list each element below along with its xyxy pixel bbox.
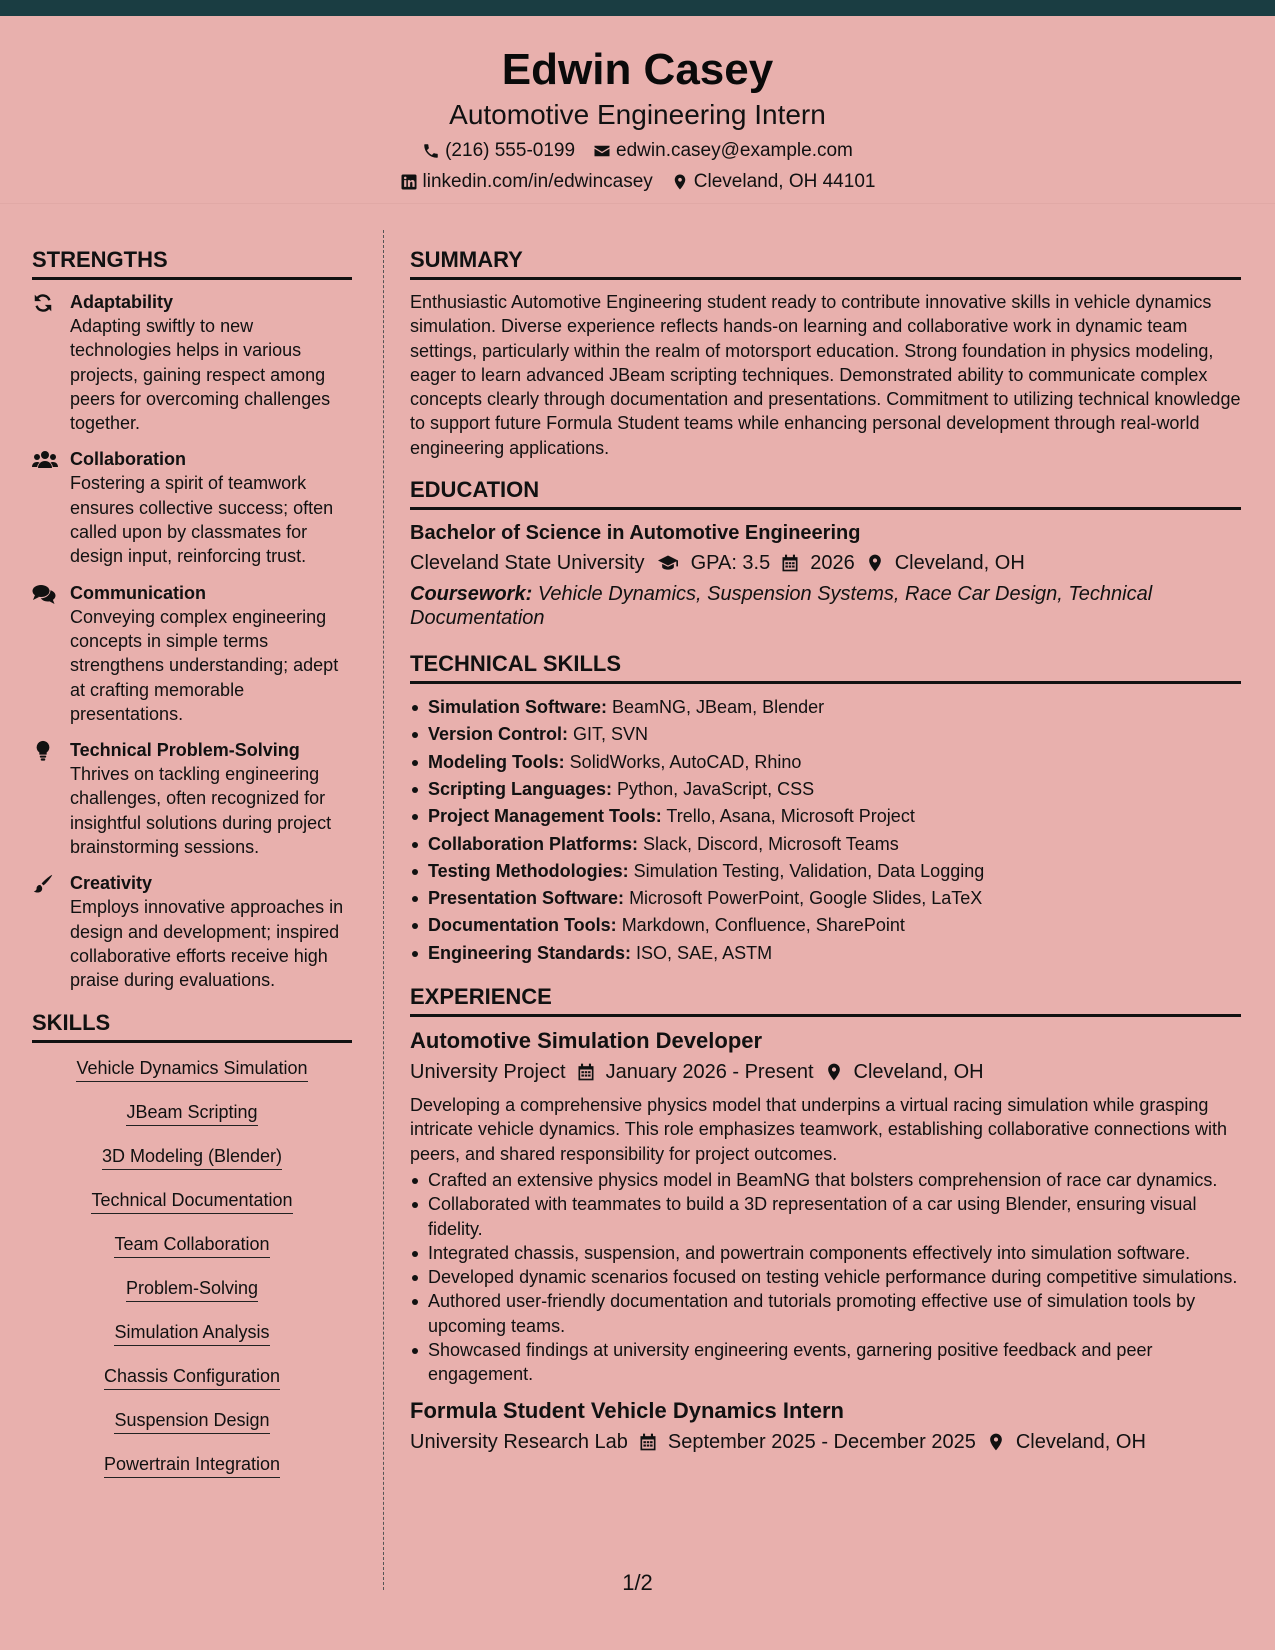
map-pin-icon [865, 553, 885, 573]
list-item: Collaborated with teammates to build a 3D representation of a car using Blender, ensuring visual fidelity. [410, 1192, 1241, 1241]
top-accent-bar [0, 0, 1275, 16]
strength-desc: Thrives on tackling engineering challenges, often recognized for insightful solutions during project brainstorming sessions. [70, 764, 332, 858]
graduation-year: 2026 [810, 552, 855, 575]
envelope-icon [593, 142, 611, 160]
phone-icon [422, 142, 440, 160]
strength-title: Creativity [70, 873, 153, 894]
degree-title: Bachelor of Science in Automotive Engineering [410, 522, 861, 545]
list-item: Engineering Standards: ISO, SAE, ASTM [410, 940, 1241, 967]
list-item: Authored user-friendly documentation and tutorials promoting effective use of simulation tools by upcoming teams. [410, 1289, 1241, 1338]
skill-tag: Powertrain Integration [104, 1451, 280, 1478]
school-location: Cleveland, OH [894, 552, 1025, 575]
list-item: Collaboration Platforms: Slack, Discord, Microsoft Teams [410, 831, 1241, 858]
linkedin-contact[interactable] [400, 170, 653, 194]
strength-title: Collaboration [70, 449, 186, 470]
list-item: Scripting Languages: Python, JavaScript, CSS [410, 776, 1241, 803]
strength-item [32, 447, 352, 568]
job-dates: January 2026 - Present [605, 1061, 814, 1084]
list-item: Documentation Tools: Markdown, Confluence, SharePoint [410, 912, 1241, 939]
location-contact [671, 170, 876, 194]
job-location: Cleveland, OH [1015, 1430, 1146, 1453]
list-item: Version Control: GIT, SVN [410, 721, 1241, 748]
paintbrush-icon [32, 873, 54, 895]
column-divider [383, 230, 384, 1590]
summary-heading: SUMMARY [410, 246, 1241, 280]
skill-tag: Vehicle Dynamics Simulation [76, 1055, 307, 1082]
phone-text: (216) 555-0199 [445, 140, 576, 161]
skills-heading: SKILLS [32, 1009, 352, 1043]
contact-line-2 [0, 170, 1275, 194]
strength-item [32, 738, 352, 859]
candidate-role: Automotive Engineering Intern [449, 99, 826, 130]
strength-desc: Conveying complex engineering concepts in simple terms strengthens understanding; adept at crafting memorable presentations. [70, 606, 339, 724]
strength-item [32, 581, 352, 726]
coursework-label: Coursework: [410, 583, 533, 606]
resume-header [0, 16, 1275, 204]
strength-title: Communication [70, 582, 207, 603]
list-item: Project Management Tools: Trello, Asana, Microsoft Project [410, 803, 1241, 830]
candidate-name: Edwin Casey [501, 45, 774, 94]
skill-tag: Problem-Solving [126, 1275, 258, 1302]
skill-tag: Technical Documentation [91, 1187, 292, 1214]
left-column [32, 246, 352, 1495]
strength-item [32, 290, 352, 435]
skill-tag: Team Collaboration [114, 1231, 269, 1258]
phone-contact [422, 139, 575, 163]
technical-skills-list [410, 694, 1241, 967]
job-bullets [410, 1168, 1241, 1387]
list-item: Presentation Software: Microsoft PowerPoint, Google Slides, LaTeX [410, 885, 1241, 912]
strengths-heading: STRENGTHS [32, 246, 352, 280]
education-heading: EDUCATION [410, 476, 1241, 510]
calendar-icon [576, 1062, 596, 1082]
strength-title: Technical Problem-Solving [70, 740, 300, 761]
experience-heading: EXPERIENCE [410, 983, 1241, 1017]
list-item: Modeling Tools: SolidWorks, AutoCAD, Rhino [410, 749, 1241, 776]
list-item: Developed dynamic scenarios focused on testing vehicle performance during competitive simulations. [410, 1265, 1241, 1289]
skills-list [32, 1055, 352, 1495]
map-pin-icon [986, 1432, 1006, 1452]
skill-tag: Suspension Design [114, 1407, 269, 1434]
skill-tag: Simulation Analysis [114, 1319, 269, 1346]
job-description: Developing a comprehensive physics model that underpins a virtual racing simulation while grasping intricate vehicle dynamics. This role emphasizes teamwork, establishing collaborative connections with peers, and shared responsibility for project outcomes. [410, 1095, 1228, 1164]
email-contact[interactable] [593, 139, 853, 163]
location-text: Cleveland, OH 44101 [693, 171, 876, 192]
job-org: University Project [410, 1061, 566, 1084]
graduation-cap-icon [655, 553, 681, 573]
strength-desc: Employs innovative approaches in design and development; inspired collaborative efforts receive high praise during evaluations. [70, 897, 344, 991]
summary-text: Enthusiastic Automotive Engineering student ready to contribute innovative skills in vehicle dynamics simulation. Diverse experience reflects hands-on learning and collaborative work in dynamic team settings, particularly within the realm of motorsport education. Strong foundation in physics modeling, eager to learn advanced JBeam scripting techniques. Demonstrated ability to communicate complex concepts clearly through documentation and presentations. Commitment to utilizing technical knowledge to support future Formula Student teams while enhancing personal development through real-world engineering applications. [410, 292, 1241, 458]
comments-icon [32, 583, 56, 605]
strength-title: Adaptability [70, 292, 174, 312]
job-title: Automotive Simulation Developer [410, 1028, 763, 1054]
list-item: Simulation Software: BeamNG, JBeam, Blender [410, 694, 1241, 721]
list-item: Showcased findings at university engineering events, garnering positive feedback and peer engagement. [410, 1338, 1241, 1387]
list-item: Testing Methodologies: Simulation Testing, Validation, Data Logging [410, 858, 1241, 885]
technical-skills-heading: TECHNICAL SKILLS [410, 650, 1241, 684]
sync-icon [32, 292, 54, 314]
contact-line-1 [0, 139, 1275, 163]
job-location: Cleveland, OH [853, 1061, 984, 1084]
school-name: Cleveland State University [410, 552, 645, 575]
gpa-text: GPA: 3.5 [690, 552, 771, 575]
skill-tag: JBeam Scripting [126, 1099, 257, 1126]
coursework-list: Vehicle Dynamics, Suspension Systems, Race Car Design, Technical Documentation [410, 583, 1153, 630]
linkedin-icon [400, 173, 418, 191]
job-meta [410, 1059, 1241, 1085]
strength-desc: Fostering a spirit of teamwork ensures collective success; often called upon by classmates for design input, reinforcing trust. [70, 473, 334, 567]
job-title: Formula Student Vehicle Dynamics Intern [410, 1397, 844, 1423]
strength-item [32, 871, 352, 992]
lightbulb-icon [32, 740, 54, 762]
skill-tag: 3D Modeling (Blender) [102, 1143, 282, 1170]
education-meta [410, 550, 1241, 576]
strength-desc: Adapting swiftly to new technologies helps in various projects, gaining respect among peers for overcoming challenges together. [70, 316, 331, 434]
job-meta [410, 1429, 1241, 1455]
list-item: Integrated chassis, suspension, and powertrain components effectively into simulation software. [410, 1241, 1241, 1265]
coursework [410, 582, 1241, 630]
skill-tag: Chassis Configuration [104, 1363, 280, 1390]
email-text[interactable]: edwin.casey@example.com [616, 140, 853, 161]
right-column [410, 246, 1241, 1455]
linkedin-text[interactable]: linkedin.com/in/edwincasey [422, 171, 653, 192]
list-item: Crafted an extensive physics model in BeamNG that bolsters comprehension of race car dynamics. [410, 1168, 1241, 1192]
map-pin-icon [824, 1062, 844, 1082]
page-number: 1/2 [622, 1570, 653, 1595]
job-org: University Research Lab [410, 1430, 628, 1453]
map-pin-icon [671, 173, 689, 191]
calendar-icon [638, 1432, 658, 1452]
calendar-icon [780, 553, 800, 573]
users-icon [32, 449, 58, 471]
job-dates: September 2025 - December 2025 [667, 1430, 976, 1453]
